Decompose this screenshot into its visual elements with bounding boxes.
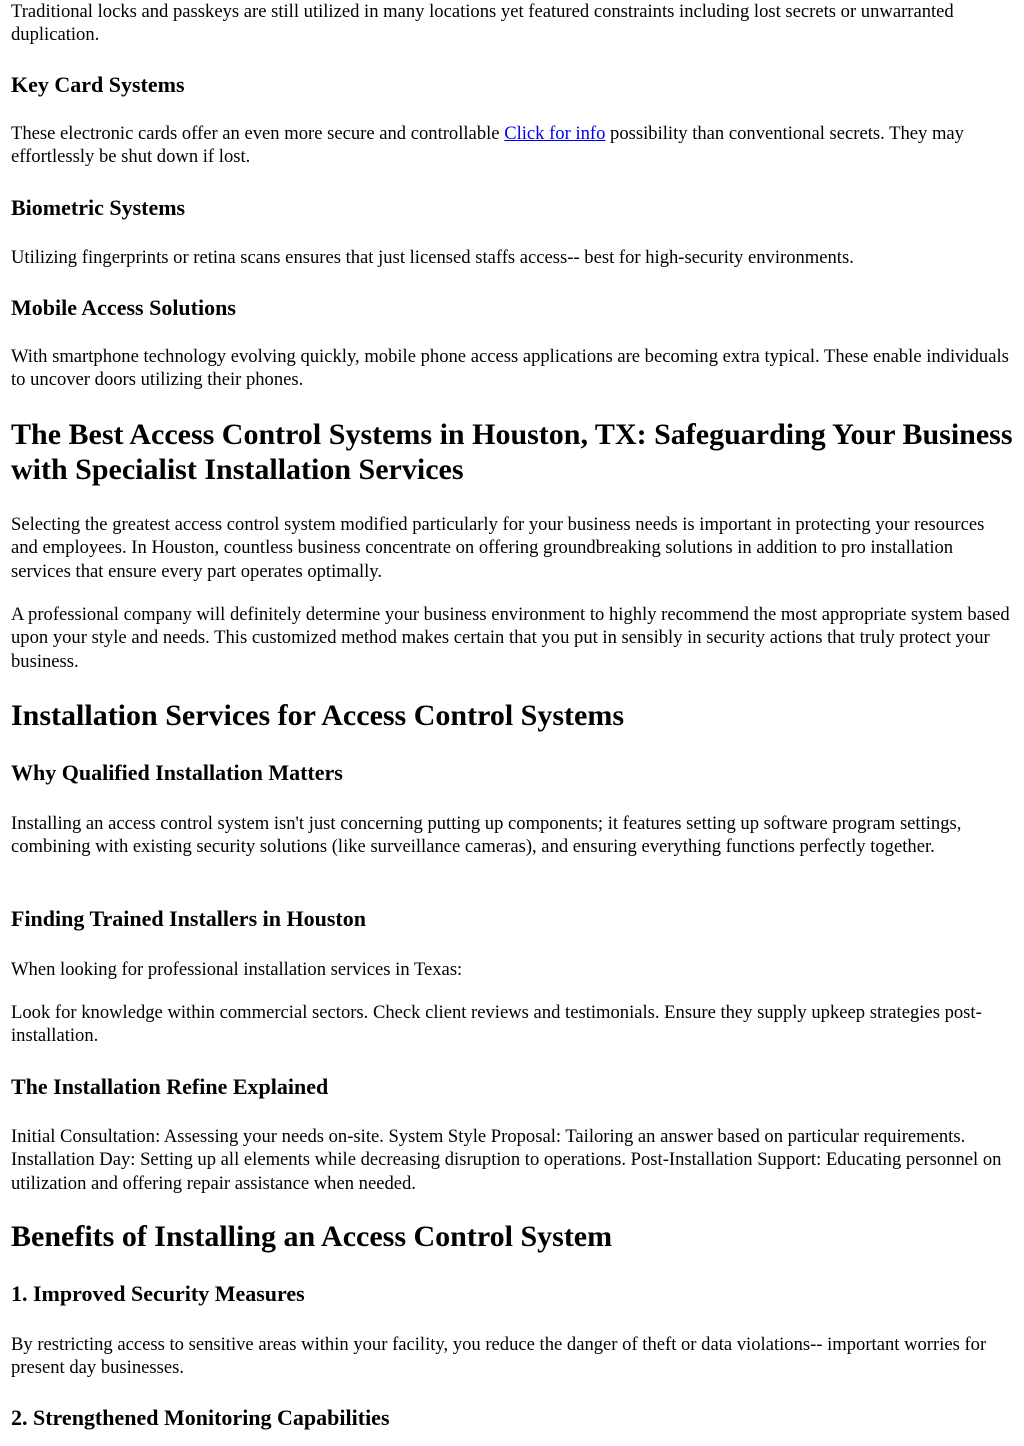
key-card-text-before: These electronic cards offer an even more secure and controllable — [11, 123, 505, 144]
biometric-heading: Biometric Systems — [11, 195, 186, 220]
installation-process-heading: The Installation Refine Explained — [11, 1074, 329, 1099]
key-card-text-after: possibility than conventional secrets. They may effortlessly be shut down if lost. — [11, 123, 964, 168]
improved-security-paragraph: By restricting access to sensitive areas within your facility, you reduce the danger of theft or data violations-- important worries for present day businesses. — [11, 1334, 987, 1379]
finding-installers-paragraph-2: Look for knowledge within commercial sectors. Check client reviews and testimonials. Ensure they supply upkeep strategies post-installation. — [11, 1002, 982, 1047]
finding-installers-heading: Finding Trained Installers in Houston — [11, 906, 366, 931]
installation-heading: Installation Services for Access Control Systems — [11, 699, 625, 732]
biometric-paragraph: Utilizing fingerprints or retina scans ensures that just licensed staffs access-- best for high-security environments. — [11, 247, 854, 268]
why-qualified-paragraph: Installing an access control system isn't just concerning putting up components; it features setting up software program settings, combining with existing security solutions (like surveillance cameras), and ensuring everything functions perfectly together. — [11, 813, 962, 858]
key-card-heading: Key Card Systems — [11, 72, 185, 97]
installation-process-paragraph: Initial Consultation: Assessing your needs on-site. System Style Proposal: Tailoring an answer based on particular requirements. Installation Day: Setting up all elements while decreasing disruption to operations. Post-Installation Support: Educating personnel on utilization and offering repair assistance when needed. — [11, 1126, 1002, 1194]
finding-installers-paragraph-1: When looking for professional installation services in Texas: — [11, 959, 463, 980]
intro-paragraph: Traditional locks and passkeys are still utilized in many locations yet featured constraints including lost secrets or unwarranted duplication. — [11, 1, 954, 46]
benefits-heading: Benefits of Installing an Access Control System — [11, 1220, 613, 1253]
monitoring-heading: 2. Strengthened Monitoring Capabilities — [11, 1405, 390, 1430]
mobile-heading: Mobile Access Solutions — [11, 295, 236, 320]
why-qualified-heading: Why Qualified Installation Matters — [11, 760, 343, 785]
key-card-paragraph — [11, 122, 1013, 169]
best-systems-paragraph-1: Selecting the greatest access control system modified particularly for your business needs is important in protecting your resources and employees. In Houston, countless business concentrate on offering groundbreaking solutions in addition to pro installation services that ensure every part operates optimally. — [11, 514, 985, 582]
improved-security-heading: 1. Improved Security Measures — [11, 1281, 305, 1306]
best-systems-paragraph-2: A professional company will definitely determine your business environment to highly recommend the most appropriate system based upon your style and needs. This customized method makes certain that you put in sensibly in security actions that truly protect your business. — [11, 604, 1010, 672]
click-for-info-link[interactable]: Click for info — [504, 123, 606, 144]
best-systems-heading: The Best Access Control Systems in Houston, TX: Safeguarding Your Business with Specialist Installation Services — [11, 418, 1013, 486]
mobile-paragraph: With smartphone technology evolving quickly, mobile phone access applications are becoming extra typical. These enable individuals to uncover doors utilizing their phones. — [11, 346, 1009, 391]
